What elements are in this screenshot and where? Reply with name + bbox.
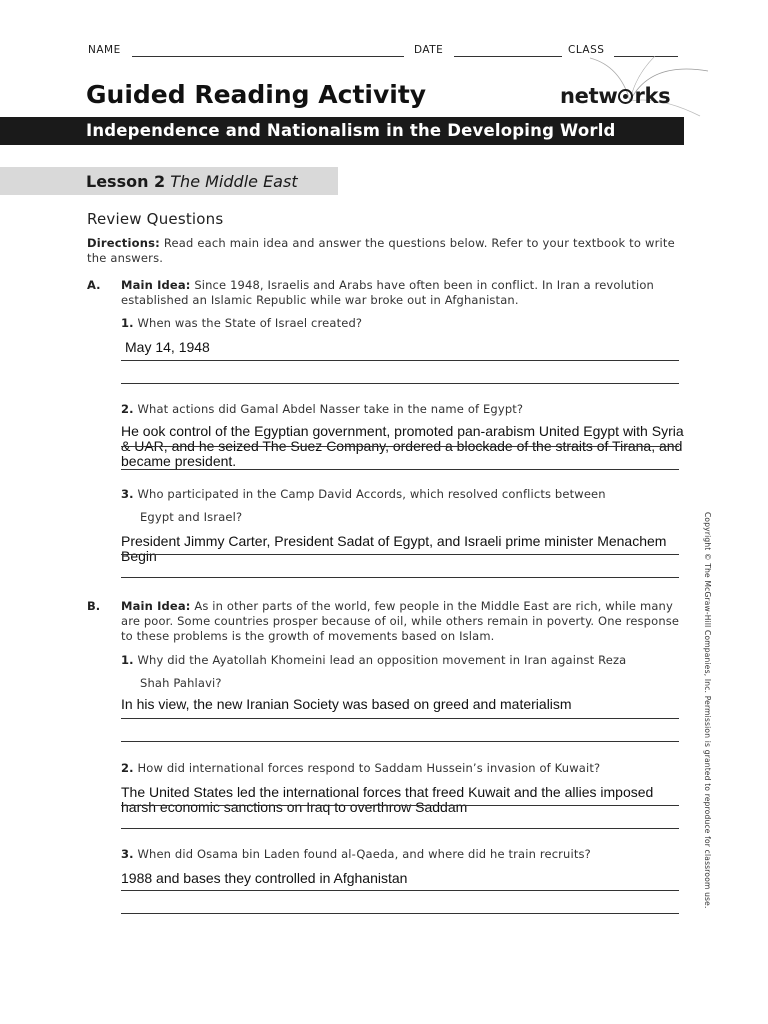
main-idea-text: As in other parts of the world, few people in the Middle East are rich, while many are poor. Some countries prosper because of oil, while others remain in poverty. One response to these problems is the growth of movements based on Islam.	[121, 599, 680, 643]
answer-line	[121, 890, 679, 891]
question-text: Why did the Ayatollah Khomeini lead an opposition movement in Iran against Reza	[137, 653, 627, 667]
question-b1	[121, 649, 681, 695]
answer-line	[121, 360, 679, 361]
answer-line	[121, 805, 679, 806]
question-b3	[121, 843, 681, 866]
question-number: 2.	[121, 402, 134, 416]
section-letter-b: B.	[87, 599, 101, 613]
name-label: NAME	[88, 44, 121, 56]
section-heading: Review Questions	[87, 210, 224, 228]
answer-b3[interactable]: 1988 and bases they controlled in Afghanistan	[121, 870, 408, 886]
question-a3	[121, 483, 681, 529]
answer-line	[121, 383, 679, 384]
question-a1	[121, 312, 681, 335]
main-idea-b	[121, 599, 681, 644]
question-text: Who participated in the Camp David Accords, which resolved conflicts between	[137, 487, 606, 501]
copyright-notice	[700, 512, 714, 912]
name-field[interactable]	[132, 56, 404, 57]
question-text: How did international forces respond to Saddam Hussein’s invasion of Kuwait?	[137, 761, 601, 775]
main-idea-a	[121, 278, 681, 308]
question-text: What actions did Gamal Abdel Nasser take in the name of Egypt?	[137, 402, 524, 416]
lesson-name: The Middle East	[170, 172, 298, 191]
answer-a2[interactable]: He ook control of the Egyptian government, promoted pan-arabism United Egypt with Syria & UAR, and he seized The Suez Company, ordered a blockade of the straits of Tirana, and became president.	[121, 423, 684, 469]
answer-line	[121, 554, 679, 555]
brand-logo	[560, 84, 670, 108]
answer-line	[121, 446, 679, 447]
lesson-label: Lesson 2	[86, 172, 166, 191]
answer-b2[interactable]: The United States led the international forces that freed Kuwait and the allies imposed harsh economic sanctions on Iraq to overthrow Saddam	[121, 784, 654, 815]
answer-line	[121, 718, 679, 719]
answer-a3[interactable]: President Jimmy Carter, President Sadat of Egypt, and Israeli prime minister Menachem Begin	[121, 533, 667, 564]
chapter-title: Independence and Nationalism in the Developing World	[86, 121, 616, 140]
question-number: 3.	[121, 487, 134, 501]
answer-line	[121, 913, 679, 914]
question-b2	[121, 757, 681, 780]
question-text-cont: Shah Pahlavi?	[140, 676, 222, 690]
copyright-text: Copyright © The McGraw-Hill Companies, Inc. Permission is granted to reproduce for classroom use.	[703, 512, 712, 909]
date-label: DATE	[414, 44, 444, 56]
answer-line	[121, 577, 679, 578]
question-number: 1.	[121, 653, 134, 667]
answer-line	[121, 469, 679, 470]
brand-text-start: netw	[560, 84, 618, 108]
question-number: 1.	[121, 316, 134, 330]
class-label: CLASS	[568, 44, 605, 56]
brand-text-end: rks	[634, 84, 671, 108]
directions-label: Directions:	[87, 236, 160, 250]
question-text-cont: Egypt and Israel?	[140, 510, 243, 524]
answer-a1[interactable]: May 14, 1948	[125, 339, 210, 355]
date-field[interactable]	[454, 56, 562, 57]
main-idea-text: Since 1948, Israelis and Arabs have often been in conflict. In Iran a revolution established an Islamic Republic while war broke out in Afghanistan.	[121, 278, 654, 307]
lesson-heading	[86, 172, 298, 191]
answer-line	[121, 828, 679, 829]
main-idea-label: Main Idea:	[121, 278, 191, 292]
brand-o-icon	[618, 89, 633, 104]
directions-text: Read each main idea and answer the questions below. Refer to your textbook to write the answers.	[87, 236, 675, 265]
directions	[87, 236, 677, 266]
question-number: 2.	[121, 761, 134, 775]
answer-b1[interactable]: In his view, the new Iranian Society was based on greed and materialism	[121, 696, 572, 712]
page-title: Guided Reading Activity	[86, 80, 427, 109]
question-text: When was the State of Israel created?	[137, 316, 363, 330]
question-a2	[121, 398, 681, 421]
main-idea-label: Main Idea:	[121, 599, 191, 613]
question-text: When did Osama bin Laden found al-Qaeda, and where did he train recruits?	[137, 847, 591, 861]
question-number: 3.	[121, 847, 134, 861]
answer-line	[121, 741, 679, 742]
section-letter-a: A.	[87, 278, 101, 292]
